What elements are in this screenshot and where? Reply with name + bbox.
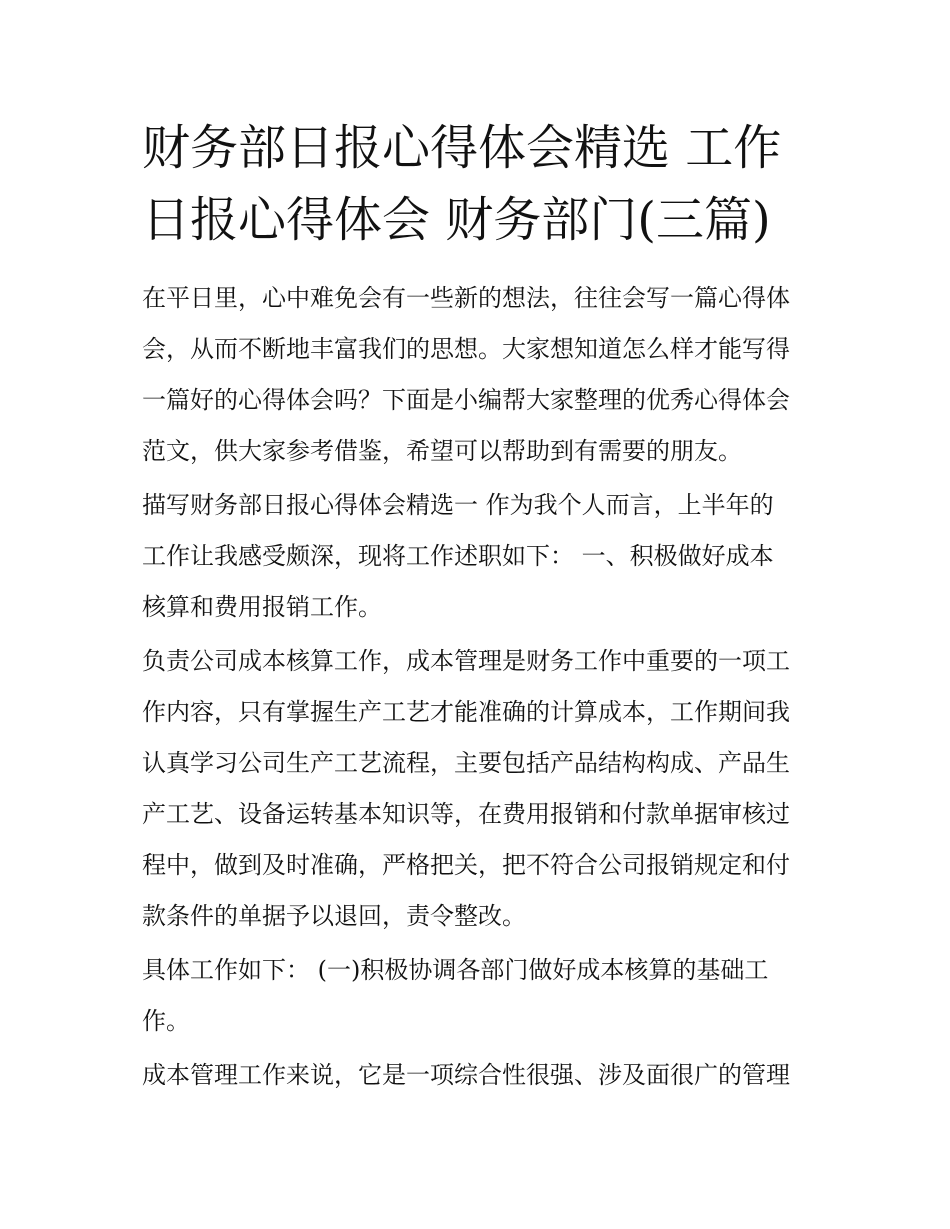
paragraph-cost-accounting: 负责公司成本核算工作，成本管理是财务工作中重要的一项工 作内容，只有掌握生产工艺才能准确的计算成本，工作期间我 认真学习公司生产工艺流程，主要包括产品结构构成、产品生 产工艺、设备运转基本知识等，在费用报销和付款单据审核过 程中，做到及时准确，严格把关，把不符合公司报销规定和付 款条件的单据予以退回，责令整改。 — [142, 647, 790, 930]
document-title: 财务部日报心得体会精选 工作 日报心得体会 财务部门(三篇) — [142, 120, 782, 248]
paragraph-cost-management: 成本管理工作来说，它是一项综合性很强、涉及面很广的管理 — [142, 1061, 790, 1089]
paragraph-first-article: 描写财务部日报心得体会精选一 作为我个人而言，上半年的 工作让我感受颇深，现将工作述职如下： 一、积极做好成本 核算和费用报销工作。 — [142, 491, 774, 621]
paragraph-intro: 在平日里，心中难免会有一些新的想法，往往会写一篇心得体 会，从而不断地丰富我们的思想。大家想知道怎么样才能写得 一篇好的心得体会吗？下面是小编帮大家整理的优秀心得体会 范文，供大家参考借鉴，希望可以帮助到有需要的朋友。 — [142, 284, 790, 465]
document-body — [142, 273, 822, 1104]
paragraph-specific-work: 具体工作如下： (一)积极协调各部门做好成本核算的基础工 作。 — [142, 956, 769, 1035]
